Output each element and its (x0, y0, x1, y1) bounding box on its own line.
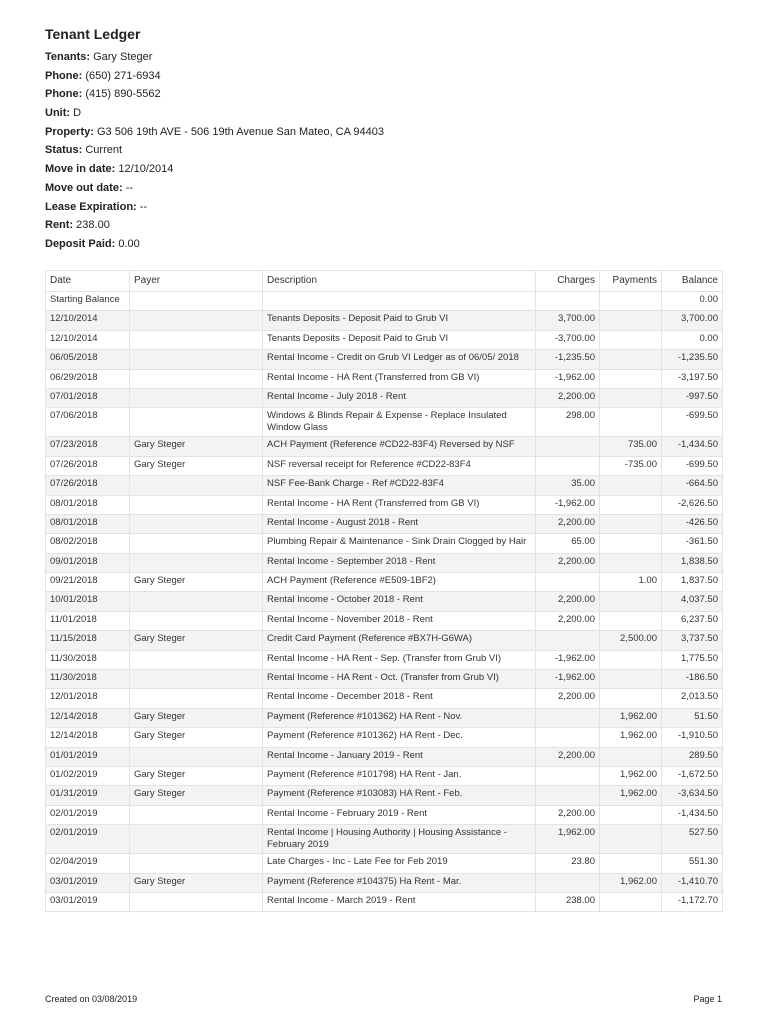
table-row (46, 350, 723, 369)
table-cell: 1,962.00 (536, 825, 600, 854)
table-cell (536, 437, 600, 456)
table-cell: -3,634.50 (662, 786, 723, 805)
table-row (46, 708, 723, 727)
table-cell: -426.50 (662, 514, 723, 533)
table-cell: Gary Steger (130, 437, 263, 456)
table-cell: 2,200.00 (536, 747, 600, 766)
table-row (46, 650, 723, 669)
table-cell: 298.00 (536, 408, 600, 437)
column-header: Payer (130, 271, 263, 292)
table-cell (263, 292, 536, 311)
table-cell (600, 350, 662, 369)
table-cell: 51.50 (662, 708, 723, 727)
table-cell (130, 350, 263, 369)
table-cell: -3,197.50 (662, 369, 723, 388)
table-cell (130, 534, 263, 553)
info-label: Rent: (45, 219, 74, 232)
table-cell (130, 330, 263, 349)
table-cell: 0.00 (662, 330, 723, 349)
table-cell: Rental Income - November 2018 - Rent (263, 611, 536, 630)
table-cell: -997.50 (662, 388, 723, 407)
table-cell: 238.00 (536, 892, 600, 911)
table-cell: -1,434.50 (662, 437, 723, 456)
table-cell: 06/29/2018 (46, 369, 130, 388)
table-cell: 23.80 (536, 854, 600, 873)
table-row (46, 611, 723, 630)
table-cell: 09/01/2018 (46, 553, 130, 572)
table-row (46, 330, 723, 349)
table-cell: 1,837.50 (662, 573, 723, 592)
info-value: (650) 271-6934 (85, 69, 161, 82)
table-cell (130, 292, 263, 311)
table-cell: 11/30/2018 (46, 670, 130, 689)
table-cell: 1,775.50 (662, 650, 723, 669)
table-row (46, 573, 723, 592)
info-label: Phone: (45, 69, 83, 82)
table-cell: 1,962.00 (600, 708, 662, 727)
table-row (46, 456, 723, 475)
table-cell: Payment (Reference #101362) HA Rent - Nov. (263, 708, 536, 727)
table-cell (600, 408, 662, 437)
table-cell: 2,200.00 (536, 514, 600, 533)
table-cell: Gary Steger (130, 786, 263, 805)
table-cell: Rental Income - HA Rent (Transferred from GB VI) (263, 369, 536, 388)
table-cell: -361.50 (662, 534, 723, 553)
table-cell (600, 650, 662, 669)
table-cell: 01/31/2019 (46, 786, 130, 805)
table-cell: 03/01/2019 (46, 873, 130, 892)
table-cell (130, 611, 263, 630)
table-cell: Rental Income - March 2019 - Rent (263, 892, 536, 911)
info-value: -- (125, 181, 134, 194)
table-cell: Credit Card Payment (Reference #BX7H-G6WA) (263, 631, 536, 650)
table-cell (130, 747, 263, 766)
table-row (46, 311, 723, 330)
table-cell (536, 728, 600, 747)
table-cell: 2,200.00 (536, 689, 600, 708)
table-cell: -664.50 (662, 476, 723, 495)
table-cell (600, 369, 662, 388)
table-cell: Rental Income - September 2018 - Rent (263, 553, 536, 572)
column-header: Balance (662, 271, 723, 292)
info-label: Unit: (45, 107, 71, 120)
table-cell: 07/06/2018 (46, 408, 130, 437)
table-cell (130, 408, 263, 437)
table-cell: 1.00 (600, 573, 662, 592)
table-cell: 35.00 (536, 476, 600, 495)
table-cell: 12/10/2014 (46, 330, 130, 349)
table-cell (600, 534, 662, 553)
table-header-row (46, 271, 723, 292)
table-cell (600, 388, 662, 407)
table-cell: 65.00 (536, 534, 600, 553)
table-cell (130, 476, 263, 495)
table-cell: 07/01/2018 (46, 388, 130, 407)
table-row (46, 388, 723, 407)
table-cell (536, 456, 600, 475)
table-cell: 3,700.00 (536, 311, 600, 330)
table-cell (130, 369, 263, 388)
table-cell: -735.00 (600, 456, 662, 475)
table-cell: Gary Steger (130, 728, 263, 747)
table-cell (536, 708, 600, 727)
table-row (46, 495, 723, 514)
table-row (46, 592, 723, 611)
table-cell (536, 786, 600, 805)
table-cell (130, 825, 263, 854)
table-cell: 06/05/2018 (46, 350, 130, 369)
table-cell (600, 553, 662, 572)
info-row (45, 85, 384, 104)
table-cell (536, 766, 600, 785)
table-cell: 2,200.00 (536, 592, 600, 611)
table-cell (600, 854, 662, 873)
table-cell: 08/01/2018 (46, 514, 130, 533)
table-row (46, 873, 723, 892)
table-cell: 07/26/2018 (46, 476, 130, 495)
table-cell: ACH Payment (Reference #E509-1BF2) (263, 573, 536, 592)
table-cell: Payment (Reference #101798) HA Rent - Jan. (263, 766, 536, 785)
table-row (46, 786, 723, 805)
info-value: Gary Steger (93, 51, 153, 63)
table-cell: 551.30 (662, 854, 723, 873)
table-cell (130, 514, 263, 533)
table-cell (130, 495, 263, 514)
info-value: (415) 890-5562 (85, 88, 161, 101)
table-cell: Rental Income - Credit on Grub VI Ledger as of 06/05/ 2018 (263, 350, 536, 369)
table-cell: 6,237.50 (662, 611, 723, 630)
table-cell: 02/04/2019 (46, 854, 130, 873)
table-cell: 2,200.00 (536, 388, 600, 407)
table-cell (600, 747, 662, 766)
table-cell: 09/21/2018 (46, 573, 130, 592)
table-cell: 2,013.50 (662, 689, 723, 708)
table-cell: 12/14/2018 (46, 728, 130, 747)
table-cell: 4,037.50 (662, 592, 723, 611)
table-cell (600, 514, 662, 533)
info-row (45, 48, 384, 67)
info-value: G3 506 19th AVE - 506 19th Avenue San Mateo, CA 94403 (96, 125, 384, 138)
table-cell: 735.00 (600, 437, 662, 456)
info-value: D (73, 107, 82, 120)
table-cell (130, 388, 263, 407)
table-cell (130, 854, 263, 873)
table-cell: 2,200.00 (536, 805, 600, 824)
table-cell: 07/26/2018 (46, 456, 130, 475)
info-label: Phone: (45, 88, 83, 101)
table-cell (600, 330, 662, 349)
table-cell: -3,700.00 (536, 330, 600, 349)
info-label: Tenants: (45, 51, 91, 63)
info-row (45, 216, 384, 235)
table-cell: 10/01/2018 (46, 592, 130, 611)
table-cell: -699.50 (662, 456, 723, 475)
table-cell: 1,962.00 (600, 728, 662, 747)
table-cell: -1,172.70 (662, 892, 723, 911)
table-cell: -1,235.50 (536, 350, 600, 369)
table-cell: -1,235.50 (662, 350, 723, 369)
table-cell (600, 611, 662, 630)
table-cell (600, 689, 662, 708)
table-cell: 07/23/2018 (46, 437, 130, 456)
table-cell: 2,200.00 (536, 611, 600, 630)
table-cell: -1,672.50 (662, 766, 723, 785)
table-cell: Gary Steger (130, 766, 263, 785)
table-cell (600, 495, 662, 514)
table-cell (600, 892, 662, 911)
table-cell: Rental Income - August 2018 - Rent (263, 514, 536, 533)
table-cell: -1,910.50 (662, 728, 723, 747)
info-value: 0.00 (118, 237, 140, 250)
table-cell: 03/01/2019 (46, 892, 130, 911)
table-row (46, 553, 723, 572)
info-row (45, 67, 384, 86)
table-cell: 1,962.00 (600, 786, 662, 805)
ledger-body (46, 292, 723, 912)
table-row (46, 689, 723, 708)
info-label: Lease Expiration: (45, 200, 137, 213)
table-cell: Payment (Reference #103083) HA Rent - Feb. (263, 786, 536, 805)
table-cell: -699.50 (662, 408, 723, 437)
table-cell (536, 573, 600, 592)
table-cell (600, 825, 662, 854)
info-label: Deposit Paid: (45, 237, 116, 250)
table-cell: -1,962.00 (536, 650, 600, 669)
table-cell: Gary Steger (130, 456, 263, 475)
table-cell (536, 873, 600, 892)
table-cell: Payment (Reference #104375) Ha Rent - Mar. (263, 873, 536, 892)
table-cell: 2,500.00 (600, 631, 662, 650)
column-header: Description (263, 271, 536, 292)
column-header: Date (46, 271, 130, 292)
ledger-table (45, 270, 723, 912)
table-cell: -186.50 (662, 670, 723, 689)
table-cell: Rental Income - February 2019 - Rent (263, 805, 536, 824)
table-cell: Plumbing Repair & Maintenance - Sink Drain Clogged by Hair (263, 534, 536, 553)
table-cell: 11/15/2018 (46, 631, 130, 650)
table-cell (130, 592, 263, 611)
table-cell: ACH Payment (Reference #CD22-83F4) Reversed by NSF (263, 437, 536, 456)
table-cell (130, 311, 263, 330)
table-row (46, 825, 723, 854)
table-cell: 0.00 (662, 292, 723, 311)
table-cell: NSF Fee-Bank Charge - Ref #CD22-83F4 (263, 476, 536, 495)
info-row (45, 198, 384, 217)
table-cell: 12/01/2018 (46, 689, 130, 708)
page-title: Tenant Ledger (45, 26, 141, 42)
table-cell: Payment (Reference #101362) HA Rent - Dec. (263, 728, 536, 747)
info-label: Move out date: (45, 181, 123, 194)
table-cell: Gary Steger (130, 573, 263, 592)
table-cell: Rental Income - January 2019 - Rent (263, 747, 536, 766)
table-cell: 01/02/2019 (46, 766, 130, 785)
table-cell: Late Charges - Inc - Late Fee for Feb 2019 (263, 854, 536, 873)
info-label: Property: (45, 125, 94, 138)
table-cell: Windows & Blinds Repair & Expense - Replace Insulated Window Glass (263, 408, 536, 437)
info-value: 238.00 (76, 219, 110, 232)
table-cell: Rental Income - HA Rent (Transferred from GB VI) (263, 495, 536, 514)
table-cell: -1,962.00 (536, 670, 600, 689)
table-cell: 02/01/2019 (46, 805, 130, 824)
column-header: Payments (600, 271, 662, 292)
table-cell (130, 805, 263, 824)
info-value: Current (85, 144, 123, 157)
table-cell: 1,962.00 (600, 873, 662, 892)
table-cell (130, 670, 263, 689)
table-row (46, 854, 723, 873)
table-cell (536, 631, 600, 650)
table-cell (600, 292, 662, 311)
table-row (46, 728, 723, 747)
table-cell (130, 689, 263, 708)
table-cell: -1,962.00 (536, 369, 600, 388)
table-cell (600, 592, 662, 611)
table-cell: Starting Balance (46, 292, 130, 311)
table-cell: Rental Income | Housing Authority | Housing Assistance - February 2019 (263, 825, 536, 854)
table-cell: 08/02/2018 (46, 534, 130, 553)
table-cell: Gary Steger (130, 708, 263, 727)
table-row (46, 369, 723, 388)
table-cell: -2,626.50 (662, 495, 723, 514)
table-cell: 3,737.50 (662, 631, 723, 650)
table-cell: 1,838.50 (662, 553, 723, 572)
table-row (46, 747, 723, 766)
table-row (46, 534, 723, 553)
table-cell: 08/01/2018 (46, 495, 130, 514)
info-value: 12/10/2014 (118, 163, 174, 176)
table-cell: -1,410.70 (662, 873, 723, 892)
table-row (46, 408, 723, 437)
table-cell: 1,962.00 (600, 766, 662, 785)
table-cell: 12/10/2014 (46, 311, 130, 330)
table-cell: Rental Income - HA Rent - Oct. (Transfer from Grub VI) (263, 670, 536, 689)
table-cell: Gary Steger (130, 631, 263, 650)
table-cell: 12/14/2018 (46, 708, 130, 727)
column-header: Charges (536, 271, 600, 292)
table-cell: 11/30/2018 (46, 650, 130, 669)
table-cell: 11/01/2018 (46, 611, 130, 630)
info-row (45, 141, 384, 160)
table-row (46, 766, 723, 785)
table-row (46, 476, 723, 495)
table-row (46, 437, 723, 456)
info-row (45, 104, 384, 123)
info-row (45, 179, 384, 198)
info-label: Status: (45, 144, 83, 157)
page-number: Page 1 (693, 994, 722, 1004)
table-cell: Rental Income - July 2018 - Rent (263, 388, 536, 407)
info-value: -- (139, 200, 148, 213)
tenant-info (45, 48, 384, 254)
table-row (46, 514, 723, 533)
table-cell: Rental Income - December 2018 - Rent (263, 689, 536, 708)
table-cell: 3,700.00 (662, 311, 723, 330)
table-cell: -1,962.00 (536, 495, 600, 514)
created-date: Created on 03/08/2019 (45, 994, 138, 1004)
table-cell (130, 892, 263, 911)
table-cell: 289.50 (662, 747, 723, 766)
table-cell: 01/01/2019 (46, 747, 130, 766)
table-cell (130, 553, 263, 572)
table-cell: -1,434.50 (662, 805, 723, 824)
info-row (45, 160, 384, 179)
table-cell (130, 650, 263, 669)
table-row (46, 292, 723, 311)
table-row (46, 892, 723, 911)
table-row (46, 631, 723, 650)
table-cell (600, 311, 662, 330)
table-cell: 2,200.00 (536, 553, 600, 572)
table-cell: 527.50 (662, 825, 723, 854)
table-cell: 02/01/2019 (46, 825, 130, 854)
table-cell: Rental Income - HA Rent - Sep. (Transfer from Grub VI) (263, 650, 536, 669)
table-cell: Rental Income - October 2018 - Rent (263, 592, 536, 611)
table-cell (600, 670, 662, 689)
info-label: Move in date: (45, 163, 116, 176)
table-row (46, 805, 723, 824)
table-cell: Tenants Deposits - Deposit Paid to Grub VI (263, 330, 536, 349)
info-row (45, 123, 384, 142)
info-row (45, 235, 384, 254)
table-cell: Gary Steger (130, 873, 263, 892)
table-cell: NSF reversal receipt for Reference #CD22-83F4 (263, 456, 536, 475)
table-cell (600, 805, 662, 824)
table-cell (536, 292, 600, 311)
table-cell: Tenants Deposits - Deposit Paid to Grub VI (263, 311, 536, 330)
table-cell (600, 476, 662, 495)
table-row (46, 670, 723, 689)
